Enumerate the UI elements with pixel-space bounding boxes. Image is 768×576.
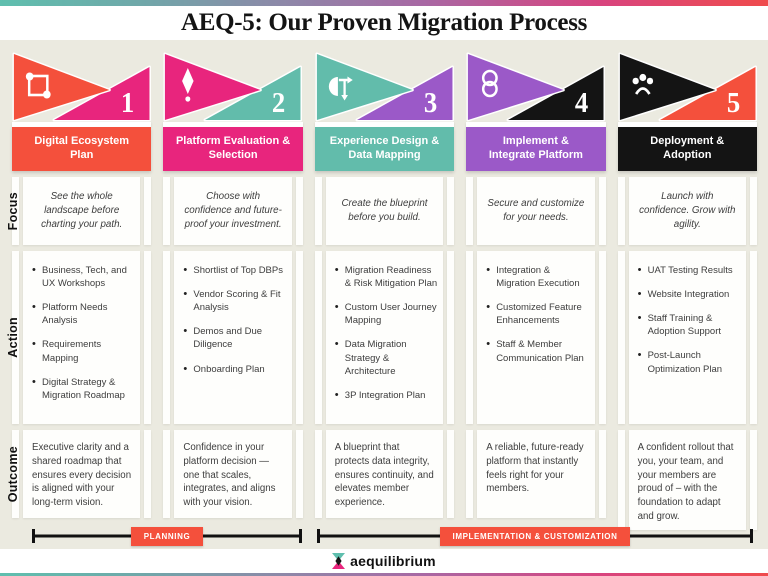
step-3-header: Experience Design & Data Mapping [315, 127, 454, 171]
action-cell-2 [163, 251, 302, 424]
step-4-flag [466, 52, 605, 122]
step-1-flag [12, 52, 151, 122]
step-3-banner [315, 52, 454, 171]
action-item: • Demos and Due Diligence [181, 325, 285, 351]
footer-band [0, 549, 768, 573]
focus-text-4: Secure and customize for your needs. [477, 177, 594, 245]
action-item: • Shortlist of Top DBPs [181, 264, 285, 277]
focus-text-2: Choose with confidence and future-proof your investment. [174, 177, 291, 245]
outcome-text-3: A blueprint that protects data integrity, ensures continuity, and elevates member experience. [326, 430, 443, 518]
outcome-cell-2 [163, 430, 302, 518]
action-item: • UAT Testing Results [636, 264, 740, 277]
outcome-row [0, 430, 768, 522]
step-5-banner [618, 52, 757, 171]
aequilibrium-logo-icon [332, 553, 345, 569]
action-item: • Vendor Scoring & Fit Analysis [181, 288, 285, 314]
outcome-cell-1 [12, 430, 151, 518]
action-item: • Platform Needs Analysis [30, 301, 134, 327]
focus-text-3: Create the blueprint before you build. [326, 177, 443, 245]
action-cell-5 [618, 251, 757, 424]
outcome-row-label: Outcome [6, 445, 20, 503]
outcome-text-1: Executive clarity and a shared roadmap that ensures every decision is aligned with your long-term vision. [23, 430, 140, 518]
action-list-2 [174, 251, 291, 424]
action-item: • Staff Training & Adoption Support [636, 312, 740, 338]
focus-cell-3 [315, 177, 454, 245]
outcome-cell-4 [466, 430, 605, 518]
action-item: • Post-Launch Optimization Plan [636, 349, 740, 375]
step-1-banner [12, 52, 151, 171]
action-item: • Migration Readiness & Risk Mitigation Plan [333, 264, 437, 290]
step-2-number: 2 [272, 87, 286, 119]
step-3-flag [315, 52, 454, 122]
focus-cell-4 [466, 177, 605, 245]
step-5-number: 5 [726, 87, 740, 119]
step-4-banner [466, 52, 605, 171]
step-5-flag [618, 52, 757, 122]
outcome-text-5: A confident rollout that you, your team, and your members are proud of – with the foundation to adapt and grow. [629, 430, 746, 530]
outcome-cell-3 [315, 430, 454, 518]
action-item: • Customized Feature Enhancements [484, 301, 588, 327]
action-item: • Staff & Member Communication Plan [484, 338, 588, 364]
focus-row-label: Focus [6, 191, 20, 231]
phase-bracket-zone [0, 523, 768, 549]
action-item: • Data Migration Strategy & Architecture [333, 338, 437, 377]
action-row [0, 251, 768, 424]
step-1-number: 1 [120, 87, 135, 119]
focus-row [0, 177, 768, 245]
action-cell-1 [12, 251, 151, 424]
action-item: • Digital Strategy & Migration Roadmap [30, 376, 134, 402]
outcome-text-2: Confidence in your platform decision — one that scales, integrates, and aligns with your vision. [174, 430, 291, 518]
focus-text-5: Launch with confidence. Grow with agility. [629, 177, 746, 245]
action-item: • Business, Tech, and UX Workshops [30, 264, 134, 290]
action-item: • Onboarding Plan [181, 363, 285, 376]
implementation-bracket [317, 523, 753, 549]
action-list-3 [326, 251, 443, 424]
action-list-5 [629, 251, 746, 424]
action-item: • 3P Integration Plan [333, 389, 437, 402]
step-2-flag [163, 52, 302, 122]
step-2-header: Platform Evaluation & Selection [163, 127, 302, 171]
title-band [0, 6, 768, 40]
action-item: • Custom User Journey Mapping [333, 301, 437, 327]
action-list-1 [23, 251, 140, 424]
page-title: AEQ-5: Our Proven Migration Process [180, 9, 588, 36]
action-list-4 [477, 251, 594, 424]
action-item: • Integration & Migration Execution [484, 264, 588, 290]
action-item: • Requirements Mapping [30, 338, 134, 364]
action-item: • Website Integration [636, 288, 740, 301]
step-4-header: Implement & Integrate Platform [466, 127, 605, 171]
focus-cell-1 [12, 177, 151, 245]
action-row-label: Action [6, 317, 20, 358]
implementation-phase-label: IMPLEMENTATION & CUSTOMIZATION [440, 527, 631, 546]
focus-cell-2 [163, 177, 302, 245]
step-banner-row [0, 52, 768, 171]
step-3-number: 3 [423, 87, 438, 119]
step-2-banner [163, 52, 302, 171]
step-4-number: 4 [575, 87, 589, 119]
action-cell-4 [466, 251, 605, 424]
brand-name: aequilibrium [350, 553, 436, 569]
step-5-header: Deployment & Adoption [618, 127, 757, 171]
focus-text-1: See the whole landscape before charting your path. [23, 177, 140, 245]
planning-phase-label: PLANNING [131, 527, 204, 546]
step-1-header: Digital Ecosystem Plan [12, 127, 151, 171]
action-cell-3 [315, 251, 454, 424]
outcome-cell-5 [618, 430, 757, 522]
focus-cell-5 [618, 177, 757, 245]
outcome-text-4: A reliable, future-ready platform that instantly feels right for your members. [477, 430, 594, 518]
planning-bracket [32, 523, 302, 549]
